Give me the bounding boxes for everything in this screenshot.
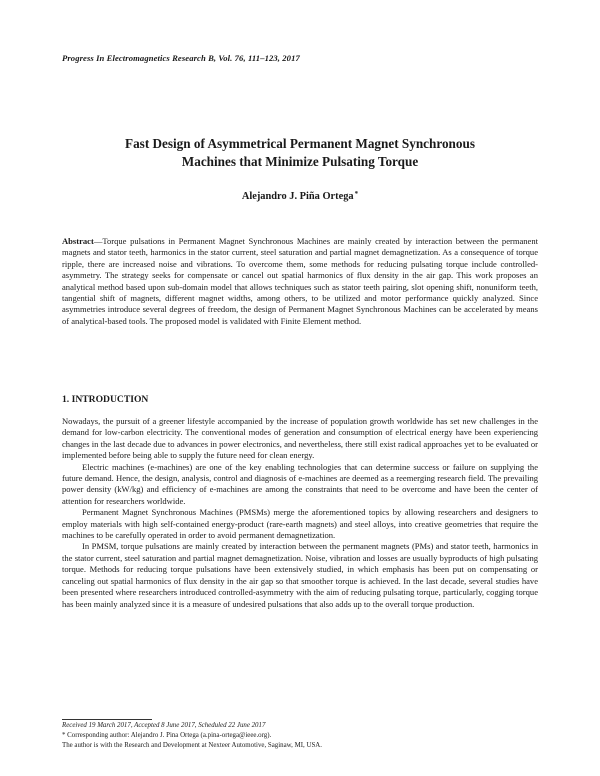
paragraph: Nowadays, the pursuit of a greener lifestyle accompanied by the increase of population growth worldwide has set new challenges in the demand for low-carbon electricity. The conventional modes of generation and consumption of electrical energy have been experiencing changes in the last decade due to advances in power electronics, and nevertheless, there still exist radical approaches yet to be evaluated or implemented before being able to supply the future need for clean energy. [62, 416, 538, 461]
footnote-affiliation: The author is with the Research and Development at Nexteer Automotive, Saginaw, MI, USA. [62, 742, 322, 749]
paragraph: Permanent Magnet Synchronous Machines (PMSMs) merge the aforementioned topics by allowing researchers and designers to employ materials with high self-contained energy-product (rare-earth magnets) and steel alloys, into creative geometries that require the machines to be carefully operated in order to avoid permanent demagnetization. [62, 507, 538, 541]
paragraph: In PMSM, torque pulsations are mainly created by interaction between the permanent magnets (PMs) and stator teeth, harmonics in the stator current, steel saturation and partial magnet demagnetization. Noise, vibration and losses are usually byproducts of high pulsating torque. Methods for reducing torque pulsations have been extensively studied, in which emphasis has been put on compensating or canceling out spatial harmonics of flux density in the air gap so that smoother torque is achieved. In the last decade, several studies have been presented where researchers introduced controlled-asymmetry with the aim of reducing pulsating torque, particularly, cogging torque has been mainly analyzed since it is a measure of undesired pulsations that also adds up to the overall torque production. [62, 541, 538, 609]
footnote-divider [62, 719, 152, 720]
title-line-1: Fast Design of Asymmetrical Permanent Magnet Synchronous [125, 136, 475, 151]
author-line [62, 190, 538, 202]
paragraph: Electric machines (e-machines) are one of the key enabling technologies that can determine success or failure on supplying the future demand. Hence, the design, analysis, control and diagnosis of e-machines are deemed as a reemerging research field. The prevailing power density (kW/kg) and efficiency of e-machines are among the constraints that need to be overcome and have been the center of attention for researchers worldwide. [62, 461, 538, 506]
title-line-2: Machines that Minimize Pulsating Torque [181, 153, 419, 169]
footnote-dates: Received 19 March 2017, Accepted 8 June 2017, Scheduled 22 June 2017 [62, 722, 266, 729]
author-mark: * [354, 190, 359, 198]
journal-header: Progress In Electromagnetics Research B, Vol. 76, 111–123, 2017 [62, 53, 300, 63]
abstract-text: —Torque pulsations in Permanent Magnet Synchronous Machines are mainly created by interaction between the permanent magnets and stator teeth, harmonics in the stator current, steel saturation and partial magnet demagnetization. As a consequence of torque ripple, there are increased noise and vibrations. To overcome them, some methods for reducing pulsating torque include controlled-asymmetry. The strategy seeks for compensate or cancel out spatial harmonics of flux density in the air gap. This work proposes an analytical method based upon sub-domain model that allows techniques such as stator teeth pairing, slot opening shift, nonuniform teeth, tangential shift of magnets, different magnet widths, among others, to be utilized and motor performance quickly analyzed. Since asymmetries introduce several degrees of freedom, the design of Permanent Magnet Synchronous Machines can be accelerated by means of analytical-based tools. The proposed model is validated with Finite Element method. [62, 236, 538, 326]
footnote-corresponding: * Corresponding author: Alejandro J. Pina Ortega (a.pina-ortega@ieee.org). [62, 732, 272, 739]
paper-title [62, 135, 538, 170]
abstract-label: Abstract [62, 236, 94, 246]
abstract [62, 236, 538, 327]
footnotes [62, 721, 538, 751]
section-heading: 1. INTRODUCTION [62, 394, 149, 405]
section-body [62, 416, 538, 610]
author-name: Alejandro J. Piña Ortega [241, 191, 354, 202]
